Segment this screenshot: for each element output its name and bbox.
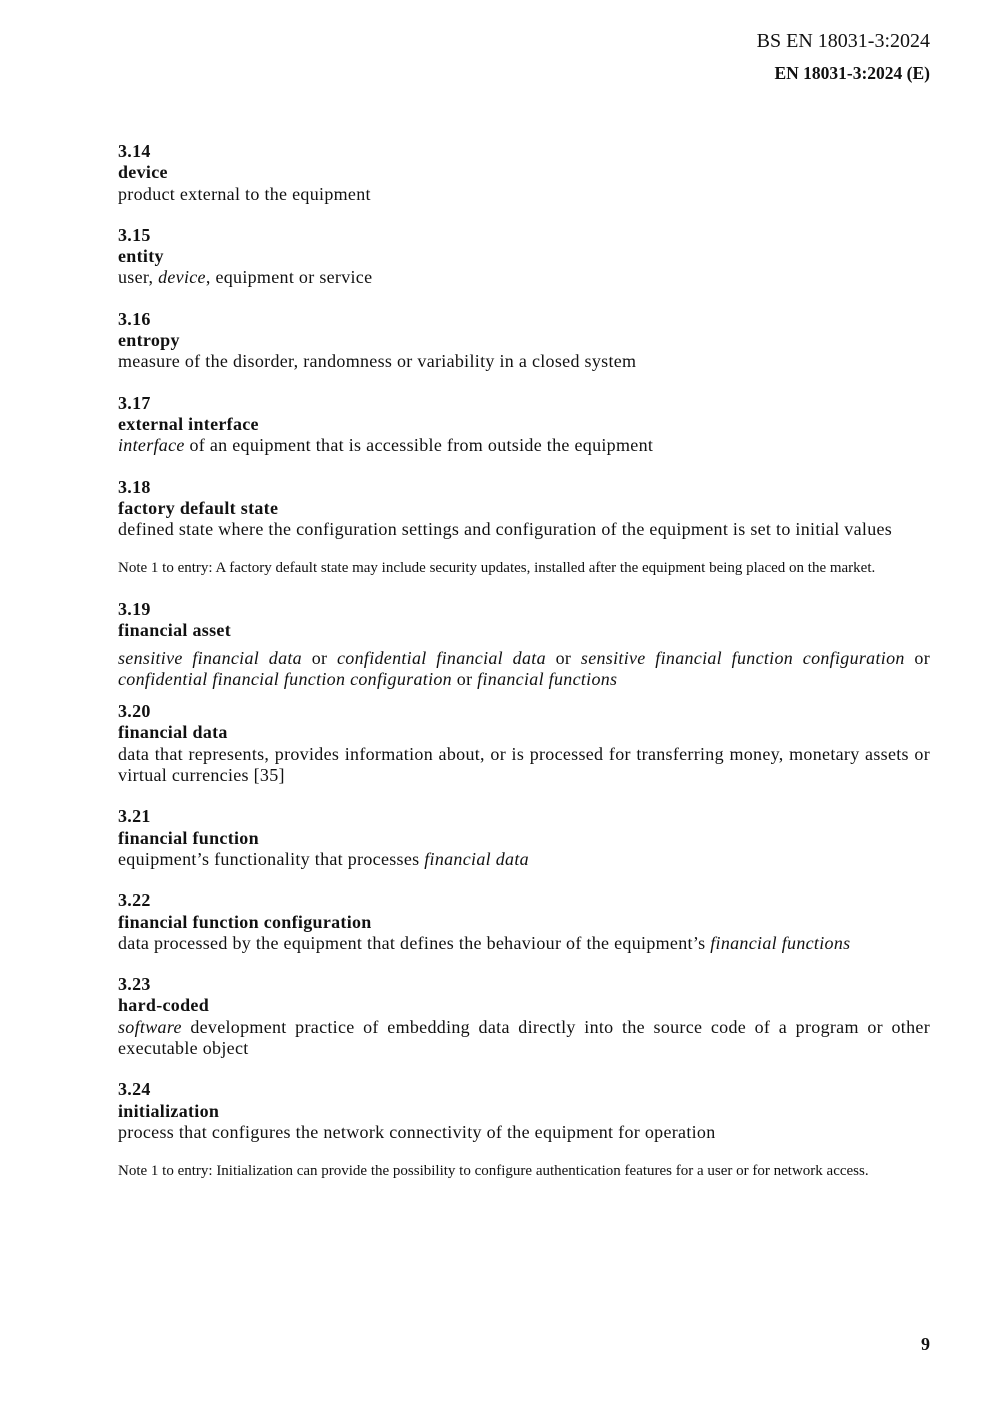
definition-entry bbox=[118, 599, 930, 690]
definition-entry bbox=[118, 141, 930, 205]
page-number: 9 bbox=[921, 1334, 930, 1354]
definition-text: equipment’s functionality that processes bbox=[118, 848, 425, 869]
entry-term: factory default state bbox=[118, 497, 279, 518]
entry-number: 3.14 bbox=[118, 141, 151, 161]
entry-definition bbox=[118, 849, 930, 870]
entry-definition bbox=[118, 519, 930, 540]
entry-number: 3.21 bbox=[118, 806, 151, 827]
definition-text: data that represents, provides information about, or is processed for transferring money, monetary assets or virtual currencies [35] bbox=[118, 743, 930, 786]
definition-text: data processed by the equipment that defines the behaviour of the equipment’s bbox=[118, 932, 711, 953]
definition-entry bbox=[118, 974, 930, 1059]
italic-term-reference: interface bbox=[118, 435, 185, 456]
entry-term: financial asset bbox=[118, 620, 232, 641]
definition-text: defined state where the configuration settings and configuration of the equipment is set to initial values bbox=[118, 519, 893, 540]
definition-text: user, bbox=[118, 267, 159, 288]
entry-term: initialization bbox=[118, 1100, 220, 1121]
entry-definition bbox=[118, 435, 930, 456]
italic-term-reference: software bbox=[118, 1016, 182, 1037]
italic-term-reference: device bbox=[158, 267, 206, 288]
entry-term: external interface bbox=[118, 413, 259, 434]
italic-term-reference: confidential financial function configuration bbox=[118, 668, 452, 689]
definition-entry bbox=[118, 225, 930, 289]
definition-text: product external to the equipment bbox=[118, 183, 371, 204]
entry-definition bbox=[118, 744, 930, 787]
entry-number: 3.18 bbox=[118, 476, 151, 497]
entry-number: 3.16 bbox=[118, 308, 151, 329]
entry-term: device bbox=[118, 162, 168, 183]
entry-definition bbox=[118, 933, 930, 954]
entry-term: entity bbox=[118, 246, 164, 267]
entry-note: Note 1 to entry: A factory default state may include security updates, installed after the equipment being placed on the market. bbox=[118, 560, 876, 577]
entry-definition bbox=[118, 648, 930, 691]
definition-text: or bbox=[904, 647, 930, 668]
italic-term-reference: confidential financial data bbox=[337, 647, 546, 668]
entry-term: financial function bbox=[118, 827, 259, 848]
entry-term: hard-coded bbox=[118, 995, 210, 1016]
definition-entry bbox=[118, 890, 930, 954]
entry-number: 3.23 bbox=[118, 974, 151, 995]
definition-entry bbox=[118, 806, 930, 870]
entry-number: 3.22 bbox=[118, 890, 151, 911]
entry-number: 3.20 bbox=[118, 701, 151, 722]
definition-entry bbox=[118, 309, 930, 373]
entry-number: 3.24 bbox=[118, 1079, 151, 1100]
italic-term-reference: sensitive financial function configuration bbox=[580, 647, 905, 668]
entry-definition bbox=[118, 267, 930, 288]
italic-term-reference: sensitive financial data bbox=[118, 647, 302, 668]
definition-text: , equipment or service bbox=[205, 267, 373, 288]
entry-number: 3.15 bbox=[118, 224, 151, 245]
definitions-list bbox=[118, 141, 930, 1202]
definition-entry bbox=[118, 1079, 930, 1181]
entry-term: financial function configuration bbox=[118, 911, 372, 932]
definition-text: development practice of embedding data directly into the source code of a program or other executable object bbox=[118, 1016, 930, 1058]
entry-term: financial data bbox=[118, 722, 228, 743]
definition-text: of an equipment that is accessible from outside the equipment bbox=[184, 435, 654, 456]
definition-text: measure of the disorder, randomness or variability in a closed system bbox=[118, 351, 637, 372]
document-en-id: EN 18031-3:2024 (E) bbox=[774, 63, 930, 83]
definition-entry bbox=[118, 477, 930, 579]
entry-definition bbox=[118, 1017, 930, 1060]
entry-number: 3.19 bbox=[118, 598, 151, 619]
definition-text: process that configures the network connectivity of the equipment for operation bbox=[118, 1121, 716, 1142]
italic-term-reference: financial functions bbox=[477, 668, 618, 689]
definition-entry bbox=[118, 393, 930, 457]
entry-note: Note 1 to entry: Initialization can provide the possibility to configure authentication features for a user or for network access. bbox=[118, 1163, 869, 1180]
italic-term-reference: financial data bbox=[424, 848, 529, 869]
definition-text: or bbox=[545, 647, 581, 668]
entry-definition bbox=[118, 1122, 930, 1143]
definition-entry bbox=[118, 701, 930, 786]
entry-term: entropy bbox=[118, 330, 180, 351]
italic-term-reference: financial functions bbox=[710, 932, 851, 953]
definition-text: or bbox=[451, 668, 478, 689]
entry-definition bbox=[118, 351, 930, 372]
definition-text: or bbox=[301, 647, 337, 668]
entry-number: 3.17 bbox=[118, 392, 151, 413]
document-standard-id: BS EN 18031-3:2024 bbox=[756, 30, 930, 52]
entry-definition bbox=[118, 184, 930, 205]
